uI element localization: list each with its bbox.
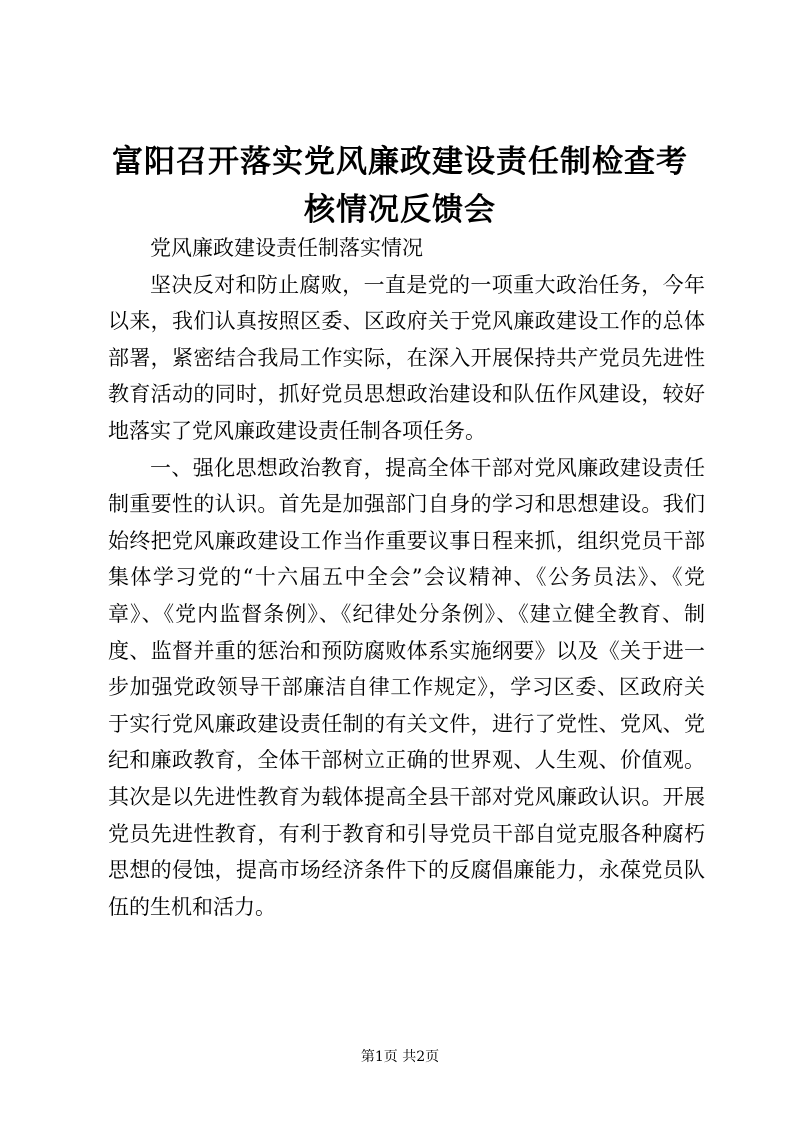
paragraph: 坚决反对和防止腐败，一直是党的一项重大政治任务，今年以来，我们认真按照区委、区政府关于党风廉政建设工作的总体部署，紧密结合我局工作实际，在深入开展保持共产党员先进性教育活动的同时，抓好党员思想政治建设和队伍作风建设，较好地落实了党风廉政建设责任制各项任务。: [108, 272, 705, 443]
document-title: 富阳召开落实党风廉政建设责任制检查考核情况反馈会: [112, 144, 688, 228]
paragraph: 一、强化思想政治教育，提高全体干部对党风廉政建设责任制重要性的认识。首先是加强部门自身的学习和思想建设。我们始终把党风廉政建设工作当作重要议事日程来抓，组织党员干部集体学习党的“十六届五中全会”会议精神、《公务员法》、《党章》、《党内监督条例》、《纪律处分条例》、《建立健全教育、制度、监督并重的惩治和预防腐败体系实施纲要》以及《关于进一步加强党政领导干部廉洁自律工作规定》，学习区委、区政府关于实行党风廉政建设责任制的有关文件，进行了党性、党风、党纪和廉政教育，全体干部树立正确的世界观、人生观、价值观。其次是以先进性教育为载体提高全县干部对党风廉政认识。开展党员先进性教育，有利于教育和引导党员干部自觉克服各种腐朽思想的侵蚀，提高市场经济条件下的反腐倡廉能力，永葆党员队伍的生机和活力。: [108, 455, 705, 919]
page-number: 第1页 共2页: [360, 1049, 440, 1065]
document-body: [108, 230, 705, 925]
section-heading: 党风廉政建设责任制落实情况: [150, 236, 423, 260]
